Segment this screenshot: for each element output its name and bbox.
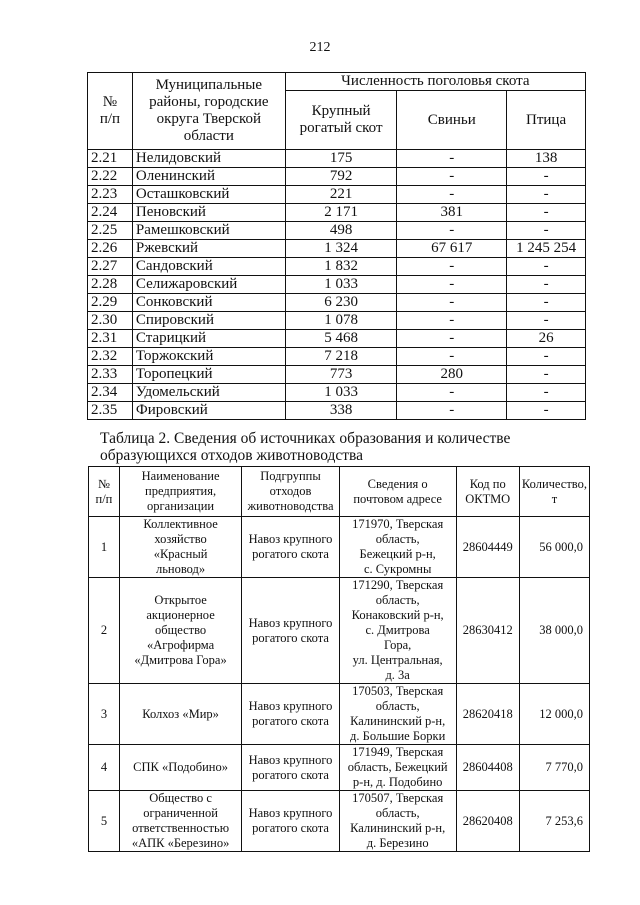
row-num: 2.35 — [88, 402, 133, 420]
row-district: Удомельский — [132, 384, 285, 402]
row-oktmo: 28604449 — [456, 517, 519, 578]
row-poultry: - — [507, 294, 586, 312]
row-cattle: 1 832 — [285, 258, 397, 276]
table-row — [88, 312, 586, 330]
row-poultry: - — [507, 276, 586, 294]
table-row — [88, 294, 586, 312]
row-pigs: - — [397, 348, 507, 366]
col-cattle-header: Крупный рогатый скот — [285, 91, 397, 150]
table-row — [88, 366, 586, 384]
row-oktmo: 28620408 — [456, 791, 519, 852]
row-cattle: 1 033 — [285, 384, 397, 402]
row-cattle: 1 033 — [285, 276, 397, 294]
table-row — [88, 168, 586, 186]
row-cattle: 1 324 — [285, 240, 397, 258]
table-row — [88, 150, 586, 168]
t2-subgroup-header: Подгруппы отходов животноводства — [242, 467, 339, 517]
row-qty: 7 253,6 — [519, 791, 589, 852]
row-poultry: - — [507, 186, 586, 204]
row-subgroup: Навоз крупного рогатого скота — [242, 745, 339, 791]
table-row — [88, 258, 586, 276]
row-poultry: 26 — [507, 330, 586, 348]
row-oktmo: 28620418 — [456, 684, 519, 745]
row-pigs: 67 617 — [397, 240, 507, 258]
row-cattle: 6 230 — [285, 294, 397, 312]
t2-oktmo-header: Код по ОКТМО — [456, 467, 519, 517]
row-subgroup: Навоз крупного рогатого скота — [242, 791, 339, 852]
row-num: 2.26 — [88, 240, 133, 258]
row-num: 2.23 — [88, 186, 133, 204]
row-pigs: - — [397, 276, 507, 294]
table-row — [88, 276, 586, 294]
row-num: 2.29 — [88, 294, 133, 312]
row-num: 2.32 — [88, 348, 133, 366]
row-cattle: 773 — [285, 366, 397, 384]
row-pigs: - — [397, 186, 507, 204]
row-address: 171970, Тверская область, Бежецкий р-н, с. Сукромны — [339, 517, 456, 578]
col-group-header: Численность поголовья скота — [285, 73, 585, 91]
row-num: 4 — [89, 745, 120, 791]
row-subgroup: Навоз крупного рогатого скота — [242, 517, 339, 578]
row-subgroup: Навоз крупного рогатого скота — [242, 578, 339, 684]
row-pigs: 280 — [397, 366, 507, 384]
row-district: Торопецкий — [132, 366, 285, 384]
row-num: 2.33 — [88, 366, 133, 384]
row-pigs: - — [397, 150, 507, 168]
row-poultry: - — [507, 366, 586, 384]
row-district: Ржевский — [132, 240, 285, 258]
row-district: Спировский — [132, 312, 285, 330]
row-num: 2 — [89, 578, 120, 684]
livestock-table — [87, 72, 586, 420]
row-district: Пеновский — [132, 204, 285, 222]
table-row — [89, 745, 590, 791]
row-pigs: - — [397, 222, 507, 240]
t2-address-header: Сведения о почтовом адресе — [339, 467, 456, 517]
row-poultry: - — [507, 402, 586, 420]
row-district: Нелидовский — [132, 150, 285, 168]
row-num: 2.31 — [88, 330, 133, 348]
row-district: Старицкий — [132, 330, 285, 348]
row-address: 170503, Тверская область, Калининский р-н, д. Большие Борки — [339, 684, 456, 745]
row-poultry: 1 245 254 — [507, 240, 586, 258]
row-district: Осташковский — [132, 186, 285, 204]
row-num: 3 — [89, 684, 120, 745]
row-district: Торжокский — [132, 348, 285, 366]
row-num: 2.34 — [88, 384, 133, 402]
row-address: 171949, Тверская область, Бежецкий р-н, д. Подобино — [339, 745, 456, 791]
table-row — [88, 384, 586, 402]
row-pigs: - — [397, 312, 507, 330]
row-pigs: - — [397, 384, 507, 402]
row-poultry: - — [507, 204, 586, 222]
row-poultry: - — [507, 348, 586, 366]
row-cattle: 498 — [285, 222, 397, 240]
table2-caption: Таблица 2. Сведения об источниках образования и количестве образующихся отходов животноводства — [100, 430, 511, 464]
row-qty: 38 000,0 — [519, 578, 589, 684]
row-qty: 12 000,0 — [519, 684, 589, 745]
row-cattle: 7 218 — [285, 348, 397, 366]
row-cattle: 338 — [285, 402, 397, 420]
row-district: Сонковский — [132, 294, 285, 312]
row-cattle: 1 078 — [285, 312, 397, 330]
waste-sources-table — [88, 466, 590, 852]
row-district: Селижаровский — [132, 276, 285, 294]
row-cattle: 175 — [285, 150, 397, 168]
row-num: 2.25 — [88, 222, 133, 240]
row-district: Сандовский — [132, 258, 285, 276]
table-row — [89, 517, 590, 578]
table-row — [88, 348, 586, 366]
row-cattle: 221 — [285, 186, 397, 204]
table-row — [89, 791, 590, 852]
row-address: 170507, Тверская область, Калининский р-н, д. Березино — [339, 791, 456, 852]
row-pigs: - — [397, 294, 507, 312]
table-row — [88, 222, 586, 240]
table-row — [88, 402, 586, 420]
row-pigs: - — [397, 330, 507, 348]
row-name: Общество с ограниченной ответственностью «АПК «Березино» — [119, 791, 241, 852]
table-row — [88, 204, 586, 222]
row-poultry: 138 — [507, 150, 586, 168]
row-qty: 7 770,0 — [519, 745, 589, 791]
t2-num-header: № п/п — [89, 467, 120, 517]
row-pigs: - — [397, 258, 507, 276]
row-num: 2.24 — [88, 204, 133, 222]
row-pigs: - — [397, 402, 507, 420]
row-cattle: 5 468 — [285, 330, 397, 348]
col-poultry-header: Птица — [507, 91, 586, 150]
row-num: 2.28 — [88, 276, 133, 294]
row-address: 171290, Тверская область, Конаковский р-н, с. Дмитрова Гора, ул. Центральная, д. 3а — [339, 578, 456, 684]
row-num: 2.22 — [88, 168, 133, 186]
col-num-header: № п/п — [88, 73, 133, 150]
row-num: 2.21 — [88, 150, 133, 168]
row-district: Рамешковский — [132, 222, 285, 240]
table-row — [89, 684, 590, 745]
row-num: 2.30 — [88, 312, 133, 330]
row-name: Открытое акционерное общество «Агрофирма «Дмитрова Гора» — [119, 578, 241, 684]
row-name: Колхоз «Мир» — [119, 684, 241, 745]
row-num: 5 — [89, 791, 120, 852]
table-row — [88, 330, 586, 348]
row-subgroup: Навоз крупного рогатого скота — [242, 684, 339, 745]
row-oktmo: 28630412 — [456, 578, 519, 684]
row-pigs: 381 — [397, 204, 507, 222]
row-district: Фировский — [132, 402, 285, 420]
row-poultry: - — [507, 312, 586, 330]
t2-name-header: Наименование предприятия, организации — [119, 467, 241, 517]
row-qty: 56 000,0 — [519, 517, 589, 578]
row-num: 2.27 — [88, 258, 133, 276]
row-name: СПК «Подобино» — [119, 745, 241, 791]
row-pigs: - — [397, 168, 507, 186]
row-num: 1 — [89, 517, 120, 578]
table-row — [88, 240, 586, 258]
row-district: Оленинский — [132, 168, 285, 186]
row-cattle: 792 — [285, 168, 397, 186]
row-cattle: 2 171 — [285, 204, 397, 222]
col-pigs-header: Свиньи — [397, 91, 507, 150]
table-row — [88, 186, 586, 204]
t2-qty-header: Количество, т — [519, 467, 589, 517]
row-poultry: - — [507, 258, 586, 276]
table-row — [89, 578, 590, 684]
row-name: Коллективное хозяйство «Красный льновод» — [119, 517, 241, 578]
row-oktmo: 28604408 — [456, 745, 519, 791]
col-district-header: Муниципальные районы, городские округа Тверской области — [132, 73, 285, 150]
row-poultry: - — [507, 222, 586, 240]
row-poultry: - — [507, 168, 586, 186]
row-poultry: - — [507, 384, 586, 402]
page-number: 212 — [309, 40, 331, 55]
